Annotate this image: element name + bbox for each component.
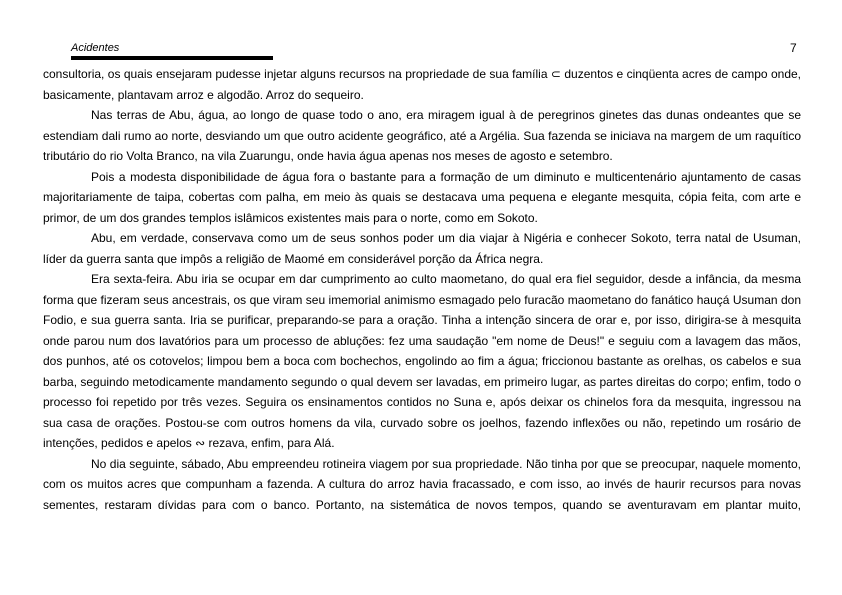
paragraph: Era sexta-feira. Abu iria se ocupar em dar cumprimento ao culto maometano, do qual era fiel seguidor, desde a infância, da mesma forma que fizeram seus ancestrais, os que viram seu imemorial animismo esmagado pelo furacão maometano do fanático hauçá Usuman don Fodio, e sua guerra santa. Iria se purificar, preparando-se para a oração. Tinha a intenção sincera de orar e, por isso, dirigira-se à mesquita onde parou num dos lavatórios para um processo de abluções: fez uma saudação "em nome de Deus!" e seguiu com a lavagem das mãos, dos punhos, até os cotovelos; limpou bem a boca com bochechos, engolindo ao fim a água; friccionou bastante as orelhas, os cabelos e sua barba, seguindo metodicamente mandamento segundo o qual devem ser lavadas, em primeiro lugar, as partes direitas do corpo; enfim, todo o processo foi repetido por três vezes. Seguira os ensinamentos contidos no Suna e, após deixar os chinelos fora da mesquita, ingressou na sua casa de orações. Postou-se com outros homens da vila, curvado sobre os joelhos, fazendo inflexões ou não, repetindo um rosário de intenções, pedidos e apelos ∾ rezava, enfim, para Alá. — [43, 272, 801, 450]
paragraph: Pois a modesta disponibilidade de água fora o bastante para a formação de um diminuto e multicentenário ajuntamento de casas majoritariamente de taipa, cobertas com palha, em meio às quais se destacava uma pequena e elegante mesquita, cópia feita, com arte e primor, de um dos grandes templos islâmicos existentes mais para o norte, como em Sokoto. — [43, 169, 801, 225]
paragraph-continues: No dia seguinte, sábado, Abu empreendeu rotineira viagem por sua propriedade. Não tinha por que se preocupar, naquele momento, com os muitos acres que compunham a fazenda. A cultura do arroz havia fracassado, e com isso, ao invés de haurir recursos para novas sementes, restaram dívidas para com o banco. Portanto, na sistemática de novos tempos, quando se aventuravam em plantar muito, — [43, 456, 801, 512]
paragraph: Nas terras de Abu, água, ao longo de quase todo o ano, era miragem igual à de peregrinos ginetes das dunas ondeantes que se estendiam dali rumo ao norte, desviando um que outro acidente geográfico, até a Argélia. Sua fazenda se iniciava na margem de um raquítico tributário do rio Volta Branco, na vila Zuarungu, onde havia água apenas nos meses de agosto e setembro. — [43, 108, 801, 163]
paragraph-continued: consultoria, os quais ensejaram pudesse injetar alguns recursos na propriedade de sua família ⊂ duzentos e cinqüenta acres de campo onde, basicamente, plantavam arroz e algodão. Arroz do sequeiro. — [43, 67, 801, 102]
header-rule — [71, 56, 273, 60]
paragraph: Abu, em verdade, conservava como um de seus sonhos poder um dia viajar à Nigéria e conhecer Sokoto, terra natal de Usuman, líder da guerra santa que impôs a religião de Maomé em considerável porção da África negra. — [43, 231, 801, 266]
running-header-title: Acidentes — [71, 42, 120, 54]
body-text — [43, 64, 801, 515]
page-number: 7 — [790, 41, 797, 55]
